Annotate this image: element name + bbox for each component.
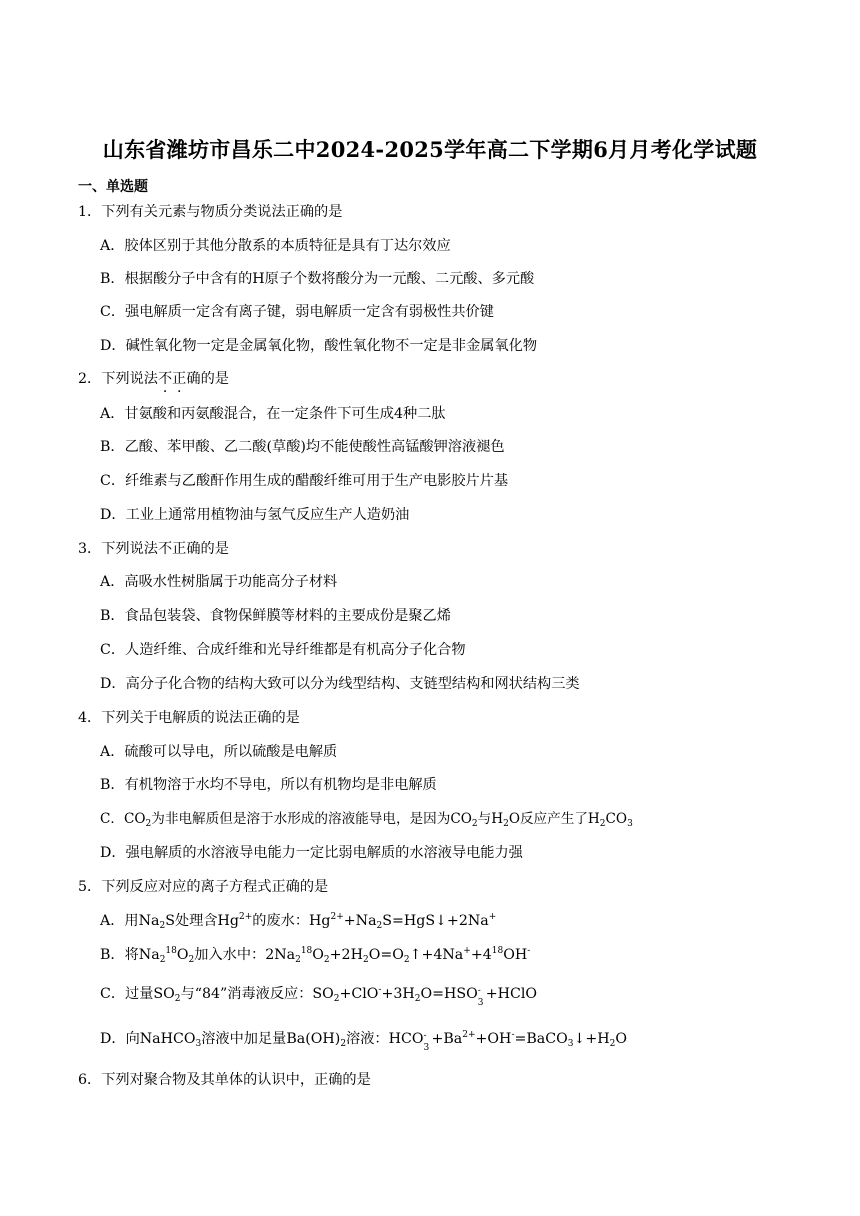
text: 溶液：HCO: [346, 1031, 424, 1047]
sulfite-charge: [477, 986, 486, 1008]
question-3-option-d[interactable]: D．高分子化合物的结构大致可以分为线型结构、支链型结构和网状结构三类: [100, 676, 580, 692]
subscript: 3: [567, 1039, 574, 1049]
question-6-stem: 6．下列对聚合物及其单体的认识中，正确的是: [78, 1072, 371, 1088]
emphasis-not: 不: [157, 371, 173, 387]
emphasis-correct: 正: [172, 371, 187, 387]
text: =BaCO: [514, 1031, 568, 1047]
question-1-option-d[interactable]: D．碱性氧化物一定是金属氧化物，酸性氧化物不一定是非金属氧化物: [100, 338, 538, 354]
subscript: 2: [340, 1039, 347, 1049]
superscript: +: [488, 912, 497, 922]
text: +OH: [475, 1031, 512, 1047]
superscript: -: [511, 1030, 515, 1040]
subscript: 2: [159, 921, 166, 931]
question-5-stem: 5．下列反应对应的离子方程式正确的是: [78, 879, 329, 895]
text: +Ba: [431, 1031, 463, 1047]
question-2-option-b[interactable]: B．乙酸、苯甲酸、乙二酸(草酸)均不能使酸性高锰酸钾溶液褪色: [100, 439, 505, 455]
superscript: 18: [491, 946, 504, 956]
section-heading: 一、单选题: [78, 179, 148, 195]
text: O: [176, 947, 189, 963]
superscript: 2+: [238, 912, 253, 922]
question-1-stem: 1．下列有关元素与物质分类说法正确的是: [78, 204, 343, 220]
subscript: 2: [295, 955, 301, 965]
question-4-option-c[interactable]: [100, 809, 633, 829]
subscript: 2: [376, 921, 383, 931]
subscript: 2: [174, 994, 181, 1004]
subscript: 2: [323, 955, 330, 965]
subscript: 3: [195, 1039, 202, 1049]
question-5-option-b[interactable]: [100, 945, 530, 965]
bicarbonate-charge: [423, 1031, 431, 1053]
question-4-option-b[interactable]: B．有机物溶于水均不导电，所以有机物均是非电解质: [100, 777, 437, 793]
text: 溶液中加足量Ba(OH): [201, 1031, 341, 1047]
question-4-option-d[interactable]: D．强电解质的水溶液导电能力一定比弱电解质的水溶液导电能力强: [100, 845, 523, 861]
superscript: -: [378, 985, 382, 995]
text: ↑+4Na: [409, 947, 464, 963]
text: +ClO: [339, 986, 379, 1002]
question-1-option-a[interactable]: A．胶体区别于其他分散系的本质特征是具有丁达尔效应: [100, 238, 451, 254]
question-5-option-c[interactable]: [100, 984, 538, 1008]
page-title: 山东省潍坊市昌乐二中2024-2025学年高二下学期6月月考化学试题: [102, 137, 758, 162]
question-3-option-b[interactable]: B．食品包装袋、食物保鲜膜等材料的主要成份是聚乙烯: [100, 608, 451, 624]
superscript: 18: [165, 946, 177, 956]
question-2-option-c[interactable]: C．纤维素与乙酸酐作用生成的醋酸纤维可用于生产电影胶片片基: [100, 473, 509, 489]
text: 的废水：Hg: [252, 913, 331, 929]
subscript: 2: [145, 819, 152, 829]
subscript: 2: [362, 955, 369, 965]
text: C．过量SO: [100, 986, 175, 1002]
subscript: 2: [188, 955, 195, 965]
text: C．CO: [100, 811, 146, 827]
text: S处理含Hg: [165, 913, 239, 929]
text: ↓+H: [573, 1031, 610, 1047]
text: A．用Na: [100, 913, 160, 929]
subscript: 2: [599, 819, 606, 829]
text: 与“84”消毒液反应：SO: [180, 986, 334, 1002]
question-3-option-a[interactable]: A．高吸水性树脂属于功能高分子材料: [100, 574, 338, 590]
subscript: 3: [423, 1043, 430, 1053]
text: +Na: [343, 913, 377, 929]
question-1-option-b[interactable]: B．根据酸分子中含有的H原子个数将酸分为一元酸、二元酸、多元酸: [100, 271, 535, 287]
question-4-stem: 4．下列关于电解质的说法正确的是: [78, 710, 300, 726]
superscript: 2+: [330, 912, 344, 922]
text: S=HgS↓+2Na: [382, 913, 489, 929]
question-2-stem-start: 2．下列说法: [78, 371, 158, 387]
question-2-option-a[interactable]: A．甘氨酸和丙氨酸混合，在一定条件下可生成4种二肽: [100, 406, 446, 422]
subscript: 2: [414, 994, 421, 1004]
text: CO: [605, 811, 628, 827]
subscript: 3: [477, 998, 484, 1008]
text: +3H: [381, 986, 415, 1002]
superscript: -: [423, 1031, 427, 1041]
text: +4: [470, 947, 492, 963]
text: D．向NaHCO: [100, 1031, 196, 1047]
question-4-option-a[interactable]: A．硫酸可以导电，所以硫酸是电解质: [100, 744, 338, 760]
text: O反应产生了H: [508, 811, 600, 827]
superscript: -: [527, 946, 531, 956]
question-2-option-d[interactable]: D．工业上通常用植物油与氢气反应生产人造奶油: [100, 507, 410, 523]
subscript: 2: [403, 955, 410, 965]
question-5-option-a[interactable]: [100, 911, 496, 931]
subscript: 3: [627, 819, 633, 829]
subscript: 2: [471, 819, 478, 829]
text: +HClO: [485, 986, 538, 1002]
text: B．将Na: [100, 947, 160, 963]
subscript: 2: [333, 994, 340, 1004]
question-3-option-c[interactable]: C．人造纤维、合成纤维和光导纤维都是有机高分子化合物: [100, 642, 466, 658]
text: 加入水中：2Na: [194, 947, 296, 963]
text: O: [312, 947, 324, 963]
question-2-stem: [78, 369, 229, 389]
text: OH: [503, 947, 528, 963]
text: O=HSO: [420, 986, 478, 1002]
question-1-option-c[interactable]: C．强电解质一定含有离子键，弱电解质一定含有弱极性共价键: [100, 304, 494, 320]
question-3-stem: 3．下列说法不正确的是: [78, 541, 229, 557]
subscript: 2: [503, 819, 509, 829]
question-2-stem-end: 确的是: [186, 371, 229, 387]
text: +2H: [329, 947, 363, 963]
superscript: 2+: [462, 1030, 476, 1040]
text: 为非电解质但是溶于水形成的溶液能导电，是因为CO: [151, 811, 472, 827]
question-5-option-d[interactable]: [100, 1029, 628, 1053]
subscript: 2: [609, 1039, 616, 1049]
subscript: 2: [159, 955, 166, 965]
text: O: [615, 1031, 628, 1047]
superscript: 18: [300, 946, 313, 956]
text: O=O: [368, 947, 404, 963]
text: 与H: [477, 811, 504, 827]
superscript: +: [463, 946, 471, 956]
superscript: -: [477, 986, 481, 996]
